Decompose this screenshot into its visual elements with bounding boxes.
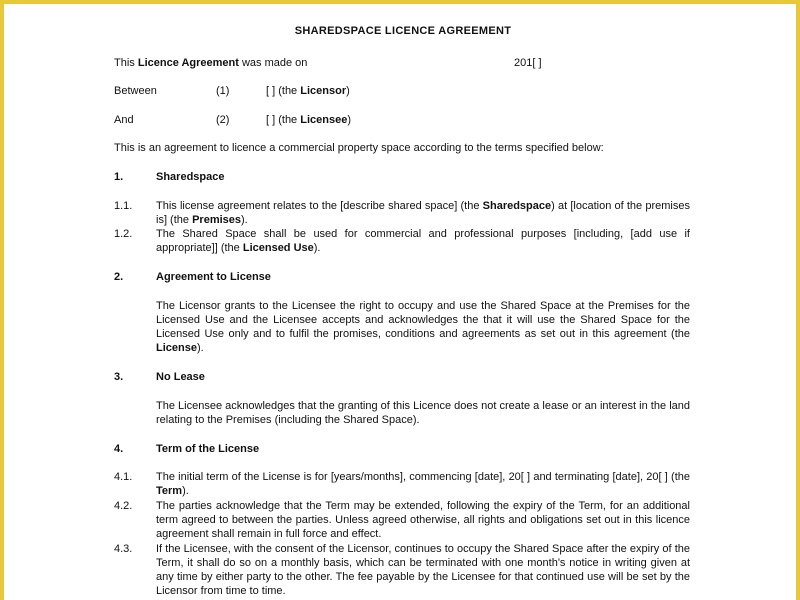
section-2-heading: Agreement to License [156, 271, 271, 283]
clause-1-2-text: The Shared Space shall be used for commercial and professional purposes [including, [add use if appropriate]] (the Licensed Use). [156, 228, 690, 254]
clause-1-1-text: This license agreement relates to the [describe shared space] (the Sharedspace) at [location of the premises is] (the Premises). [156, 200, 690, 226]
made-on-year: 201[ ] [514, 57, 542, 69]
document-page [4, 4, 796, 600]
party-2-name: [ ] (the Licensee) [266, 114, 352, 126]
clause-4-3-text: If the Licensee, with the consent of the Licensor, continues to occupy the Shared Space after the expiry of the Term, it shall do so on a monthly basis, which can be terminated with one month's notice in writing given at any time by either party to the other. The fee payable by the Licensee for that continued use will be set by the Licensor from time to time. [156, 543, 690, 597]
party-2-number: (2) [216, 114, 230, 126]
section-4-number: 4. [114, 443, 124, 455]
made-on-line: This Licence Agreement was made on [114, 57, 308, 69]
clause-4-2-number: 4.2. [114, 500, 133, 512]
section-3-text: The Licensee acknowledges that the granting of this Licence does not create a lease or an interest in the land relating to the Premises (including the Shared Space). [156, 400, 690, 426]
section-4-heading: Term of the License [156, 443, 260, 455]
intro-paragraph: This is an agreement to licence a commercial property space according to the terms specified below: [114, 142, 604, 154]
party-1-number: (1) [216, 85, 230, 97]
clause-1-1-number: 1.1. [114, 200, 133, 212]
section-1-number: 1. [114, 171, 124, 183]
clause-1-2-number: 1.2. [114, 228, 133, 240]
clause-4-1-number: 4.1. [114, 471, 133, 483]
clause-4-3-number: 4.3. [114, 543, 133, 555]
section-3-heading: No Lease [156, 371, 205, 383]
section-2-number: 2. [114, 271, 124, 283]
party-1-label: Between [114, 85, 157, 97]
party-2-label: And [114, 114, 134, 126]
section-1-heading: Sharedspace [156, 171, 225, 183]
clause-4-2-text: The parties acknowledge that the Term may be extended, following the expiry of the Term, for an additional term agreed to between the parties. Unless agreed otherwise, all rights and obligations set out in this licence agreement shall remain in full force and effect. [156, 500, 690, 540]
section-3-number: 3. [114, 371, 124, 383]
clause-4-1-text: The initial term of the License is for [years/months], commencing [date], 20[ ] and terminating [date], 20[ ] (the Term). [156, 471, 690, 497]
party-1-name: [ ] (the Licensor) [266, 85, 350, 97]
document-title: SHAREDSPACE LICENCE AGREEMENT [294, 25, 512, 37]
section-2-text: The Licensor grants to the Licensee the right to occupy and use the Shared Space at the Premises for the Licensed Use and the Licensee accepts and acknowledges the that it will use the Shared Space for the Licensed Use only and to fulfil the promises, conditions and agreements as set out in this agreement (the License). [156, 300, 690, 354]
